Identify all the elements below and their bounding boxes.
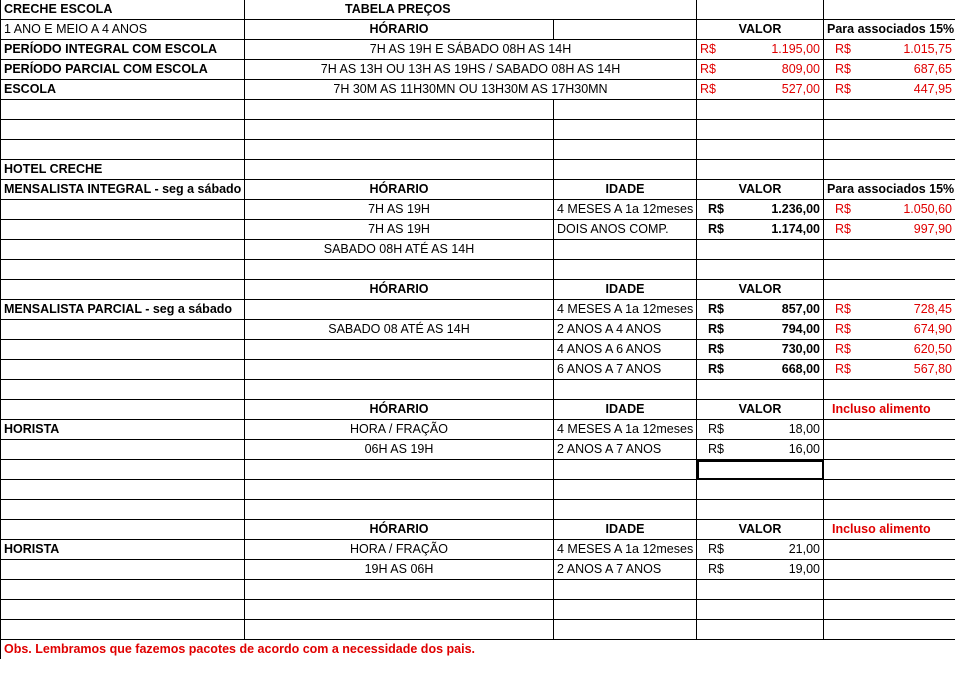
table-row xyxy=(1,60,955,80)
currency: R$ xyxy=(708,562,724,576)
cell[interactable] xyxy=(1,400,245,420)
cell[interactable] xyxy=(245,380,554,400)
cell-header-idade[interactable]: IDADE xyxy=(554,280,697,300)
table-row xyxy=(1,620,955,640)
cell[interactable] xyxy=(245,360,554,380)
cell[interactable] xyxy=(1,280,245,300)
cell[interactable] xyxy=(1,580,245,600)
table-row xyxy=(1,640,955,660)
cell-horario[interactable]: HORA / FRAÇÃO xyxy=(245,540,554,560)
cell-assoc[interactable] xyxy=(824,200,955,220)
currency: R$ xyxy=(708,222,724,236)
cell[interactable] xyxy=(824,0,955,20)
cell-header-horario[interactable]: HÓRARIO xyxy=(245,280,554,300)
cell[interactable] xyxy=(824,260,955,280)
cell-valor[interactable] xyxy=(697,340,824,360)
cell-idade[interactable]: 2 ANOS A 7 ANOS xyxy=(554,560,697,580)
cell-horario[interactable]: 7H 30M AS 11H30MN OU 13H30M AS 17H30MN xyxy=(245,80,697,100)
cell-header-horario[interactable]: HÓRARIO xyxy=(245,400,554,420)
cell[interactable] xyxy=(824,160,955,180)
table-row xyxy=(1,0,955,20)
cell[interactable] xyxy=(554,460,697,480)
value: 730,00 xyxy=(781,342,820,356)
cell[interactable] xyxy=(824,480,955,500)
table-row xyxy=(1,80,955,100)
cell-header-idade[interactable]: IDADE xyxy=(554,520,697,540)
cell[interactable] xyxy=(245,260,554,280)
table-row xyxy=(1,600,955,620)
cell[interactable] xyxy=(697,500,824,520)
table-row xyxy=(1,340,955,360)
cell-horario[interactable]: 7H AS 19H xyxy=(245,220,554,240)
table-row xyxy=(1,460,955,480)
cell[interactable] xyxy=(697,620,824,640)
table-row xyxy=(1,40,955,60)
cell[interactable] xyxy=(554,600,697,620)
cell[interactable] xyxy=(1,500,245,520)
cell[interactable] xyxy=(824,100,955,120)
cell-horista-label[interactable]: HORISTA xyxy=(1,420,245,440)
table-row xyxy=(1,420,955,440)
value: 728,45 xyxy=(913,302,952,316)
table-row xyxy=(1,20,955,40)
currency: R$ xyxy=(700,82,716,96)
value: 1.236,00 xyxy=(771,202,820,216)
cell-valor[interactable] xyxy=(697,60,824,80)
cell-horario[interactable]: 7H AS 19H E SÁBADO 08H AS 14H xyxy=(245,40,697,60)
cell-header-idade[interactable]: IDADE xyxy=(554,400,697,420)
value: 567,80 xyxy=(913,362,952,376)
value: 668,00 xyxy=(781,362,820,376)
table-row xyxy=(1,360,955,380)
cell[interactable] xyxy=(245,120,554,140)
currency: R$ xyxy=(708,202,724,216)
currency: R$ xyxy=(708,422,724,436)
cell[interactable] xyxy=(554,480,697,500)
cell[interactable] xyxy=(1,360,245,380)
value: 1.195,00 xyxy=(771,42,820,56)
value: 857,00 xyxy=(781,302,820,316)
cell[interactable] xyxy=(554,260,697,280)
cell-valor[interactable] xyxy=(697,360,824,380)
table-row xyxy=(1,280,955,300)
cell-header-valor[interactable]: VALOR xyxy=(697,280,824,300)
cell-assoc[interactable] xyxy=(824,360,955,380)
currency: R$ xyxy=(835,42,851,56)
cell-assoc[interactable] xyxy=(824,340,955,360)
cell[interactable] xyxy=(1,320,245,340)
cell[interactable] xyxy=(554,140,697,160)
cell[interactable] xyxy=(1,520,245,540)
table-row xyxy=(1,380,955,400)
table-row xyxy=(1,540,955,560)
cell[interactable] xyxy=(1,620,245,640)
cell[interactable] xyxy=(697,260,824,280)
cell[interactable] xyxy=(824,500,955,520)
cell-idade[interactable]: 4 MESES A 1a 12meses xyxy=(554,300,697,320)
currency: R$ xyxy=(700,62,716,76)
cell-assoc[interactable] xyxy=(824,320,955,340)
table-row xyxy=(1,200,955,220)
cell-assoc[interactable] xyxy=(824,60,955,80)
cell-age-range[interactable]: 1 ANO E MEIO A 4 ANOS xyxy=(1,20,245,40)
cell-header-idade[interactable]: IDADE xyxy=(554,180,697,200)
table-row xyxy=(1,580,955,600)
cell[interactable] xyxy=(1,480,245,500)
cell-horista-label[interactable]: HORISTA xyxy=(1,540,245,560)
cell-horario[interactable]: 06H AS 19H xyxy=(245,440,554,460)
cell[interactable] xyxy=(824,620,955,640)
cell[interactable] xyxy=(245,100,554,120)
value: 447,95 xyxy=(913,82,952,96)
cell-valor[interactable] xyxy=(697,440,824,460)
currency: R$ xyxy=(835,342,851,356)
cell-idade[interactable]: 4 ANOS A 6 ANOS xyxy=(554,340,697,360)
value: 997,90 xyxy=(913,222,952,236)
cell[interactable] xyxy=(245,620,554,640)
cell-saturday[interactable]: SABADO 08H ATÉ AS 14H xyxy=(245,240,554,260)
cell[interactable] xyxy=(554,100,697,120)
cell[interactable] xyxy=(245,500,554,520)
footer-obs[interactable]: Obs. Lembramos que fazemos pacotes de acordo com a necessidade dos pais. xyxy=(1,640,955,660)
cell-header-valor[interactable]: VALOR xyxy=(697,400,824,420)
cell[interactable] xyxy=(697,380,824,400)
cell-valor[interactable] xyxy=(697,320,824,340)
cell-assoc[interactable] xyxy=(824,300,955,320)
cell[interactable] xyxy=(824,240,955,260)
cell-idade[interactable]: 4 MESES A 1a 12meses xyxy=(554,200,697,220)
cell[interactable] xyxy=(554,20,697,40)
cell[interactable] xyxy=(697,160,824,180)
cell[interactable] xyxy=(697,580,824,600)
cell-name[interactable]: PERÍODO INTEGRAL COM ESCOLA xyxy=(1,40,245,60)
table-row xyxy=(1,180,955,200)
cell[interactable] xyxy=(245,140,554,160)
cell[interactable] xyxy=(554,120,697,140)
currency: R$ xyxy=(835,62,851,76)
cell[interactable] xyxy=(824,580,955,600)
cell[interactable] xyxy=(554,240,697,260)
cell-parcial-label[interactable]: MENSALISTA PARCIAL - seg a sábado xyxy=(1,300,245,320)
cell-note[interactable]: Incluso alimento xyxy=(824,400,955,420)
value: 1.050,60 xyxy=(903,202,952,216)
cell[interactable] xyxy=(554,160,697,180)
cell[interactable] xyxy=(554,500,697,520)
table-row xyxy=(1,440,955,460)
cell[interactable] xyxy=(697,140,824,160)
cell-idade[interactable]: 4 MESES A 1a 12meses xyxy=(554,420,697,440)
cell[interactable] xyxy=(245,600,554,620)
cell-horario[interactable]: HORA / FRAÇÃO xyxy=(245,420,554,440)
table-row xyxy=(1,220,955,240)
cell[interactable] xyxy=(245,340,554,360)
cell[interactable] xyxy=(554,580,697,600)
value: 1.015,75 xyxy=(903,42,952,56)
table-row xyxy=(1,120,955,140)
currency: R$ xyxy=(708,542,724,556)
cell[interactable] xyxy=(1,200,245,220)
cell-valor[interactable] xyxy=(697,80,824,100)
cell[interactable] xyxy=(697,240,824,260)
table-row xyxy=(1,160,955,180)
cell-valor[interactable] xyxy=(697,420,824,440)
cell[interactable] xyxy=(824,540,955,560)
cell-note[interactable]: Incluso alimento xyxy=(824,520,955,540)
cell[interactable] xyxy=(1,120,245,140)
cell-name[interactable]: PERÍODO PARCIAL COM ESCOLA xyxy=(1,60,245,80)
cell-header-horario[interactable]: HÓRARIO xyxy=(245,180,554,200)
value: 687,65 xyxy=(913,62,952,76)
currency: R$ xyxy=(708,442,724,456)
cell-header-valor[interactable]: VALOR xyxy=(697,180,824,200)
cell[interactable] xyxy=(1,460,245,480)
table-row xyxy=(1,100,955,120)
table-row xyxy=(1,500,955,520)
cell-integral-label[interactable]: MENSALISTA INTEGRAL - seg a sábado xyxy=(1,180,245,200)
cell[interactable] xyxy=(697,100,824,120)
currency: R$ xyxy=(835,202,851,216)
cell[interactable] xyxy=(554,620,697,640)
cell[interactable] xyxy=(697,0,824,20)
cell[interactable] xyxy=(697,600,824,620)
cell-valor[interactable] xyxy=(697,560,824,580)
cell-header-assoc[interactable]: Para associados 15% xyxy=(824,20,955,40)
cell-subtitle[interactable]: TABELA PREÇOS xyxy=(245,0,697,20)
currency: R$ xyxy=(708,322,724,336)
cell[interactable] xyxy=(1,240,245,260)
cell-horario[interactable]: 19H AS 06H xyxy=(245,560,554,580)
value: 1.174,00 xyxy=(771,222,820,236)
cell[interactable] xyxy=(824,560,955,580)
cell-idade[interactable]: DOIS ANOS COMP. xyxy=(554,220,697,240)
cell-idade[interactable]: 2 ANOS A 4 ANOS xyxy=(554,320,697,340)
cell-title[interactable]: CRECHE ESCOLA xyxy=(1,0,245,20)
currency: R$ xyxy=(700,42,716,56)
cell[interactable] xyxy=(245,480,554,500)
cell[interactable] xyxy=(697,480,824,500)
cell-valor[interactable] xyxy=(697,300,824,320)
value: 18,00 xyxy=(788,422,820,436)
cell[interactable] xyxy=(697,120,824,140)
cell-hotel-title[interactable]: HOTEL CRECHE xyxy=(1,160,245,180)
cell-header-valor[interactable]: VALOR xyxy=(697,520,824,540)
cell[interactable] xyxy=(1,560,245,580)
cell-name[interactable]: ESCOLA xyxy=(1,80,245,100)
currency: R$ xyxy=(835,302,851,316)
value: 809,00 xyxy=(781,62,820,76)
cell[interactable] xyxy=(1,440,245,460)
cell[interactable] xyxy=(824,440,955,460)
value: 794,00 xyxy=(781,322,820,336)
value: 527,00 xyxy=(781,82,820,96)
table-row xyxy=(1,320,955,340)
currency: R$ xyxy=(835,82,851,96)
cell-header-horario[interactable]: HÓRARIO xyxy=(245,520,554,540)
cell[interactable] xyxy=(1,220,245,240)
cell-valor[interactable] xyxy=(697,540,824,560)
cell-idade[interactable]: 4 MESES A 1a 12meses xyxy=(554,540,697,560)
table-row xyxy=(1,520,955,540)
cell[interactable] xyxy=(245,580,554,600)
selected-cell[interactable] xyxy=(697,460,824,480)
currency: R$ xyxy=(835,362,851,376)
table-row xyxy=(1,260,955,280)
cell[interactable] xyxy=(1,600,245,620)
cell-saturday[interactable]: SABADO 08 ATÉ AS 14H xyxy=(245,320,554,340)
cell[interactable] xyxy=(245,460,554,480)
table-row xyxy=(1,480,955,500)
cell[interactable] xyxy=(824,120,955,140)
value: 19,00 xyxy=(788,562,820,576)
cell-assoc[interactable] xyxy=(824,220,955,240)
cell[interactable] xyxy=(1,260,245,280)
value: 620,50 xyxy=(913,342,952,356)
currency: R$ xyxy=(835,222,851,236)
cell-header-valor[interactable]: VALOR xyxy=(697,20,824,40)
cell[interactable] xyxy=(824,600,955,620)
cell-valor[interactable] xyxy=(697,200,824,220)
cell[interactable] xyxy=(1,100,245,120)
cell[interactable] xyxy=(824,380,955,400)
cell-idade[interactable]: 2 ANOS A 7 ANOS xyxy=(554,440,697,460)
cell-horario[interactable]: 7H AS 13H OU 13H AS 19HS / SABADO 08H AS 14H xyxy=(245,60,697,80)
cell[interactable] xyxy=(1,340,245,360)
cell[interactable] xyxy=(824,280,955,300)
cell[interactable] xyxy=(1,380,245,400)
cell-valor[interactable] xyxy=(697,40,824,60)
currency: R$ xyxy=(835,322,851,336)
cell[interactable] xyxy=(245,160,554,180)
table-row xyxy=(1,300,955,320)
currency: R$ xyxy=(708,302,724,316)
currency: R$ xyxy=(708,342,724,356)
cell-header-assoc[interactable]: Para associados 15% xyxy=(824,180,955,200)
cell[interactable] xyxy=(824,420,955,440)
table-row xyxy=(1,140,955,160)
cell-assoc[interactable] xyxy=(824,40,955,60)
cell-horario[interactable]: 7H AS 19H xyxy=(245,200,554,220)
cell-valor[interactable] xyxy=(697,220,824,240)
cell-header-horario[interactable]: HÓRARIO xyxy=(245,20,554,40)
cell[interactable] xyxy=(824,140,955,160)
cell-assoc[interactable] xyxy=(824,80,955,100)
cell[interactable] xyxy=(824,460,955,480)
cell[interactable] xyxy=(245,300,554,320)
table-row xyxy=(1,240,955,260)
cell[interactable] xyxy=(1,140,245,160)
cell[interactable] xyxy=(554,380,697,400)
currency: R$ xyxy=(708,362,724,376)
value: 21,00 xyxy=(788,542,820,556)
cell-idade[interactable]: 6 ANOS A 7 ANOS xyxy=(554,360,697,380)
table-row xyxy=(1,560,955,580)
value: 16,00 xyxy=(788,442,820,456)
table-row xyxy=(1,400,955,420)
value: 674,90 xyxy=(913,322,952,336)
